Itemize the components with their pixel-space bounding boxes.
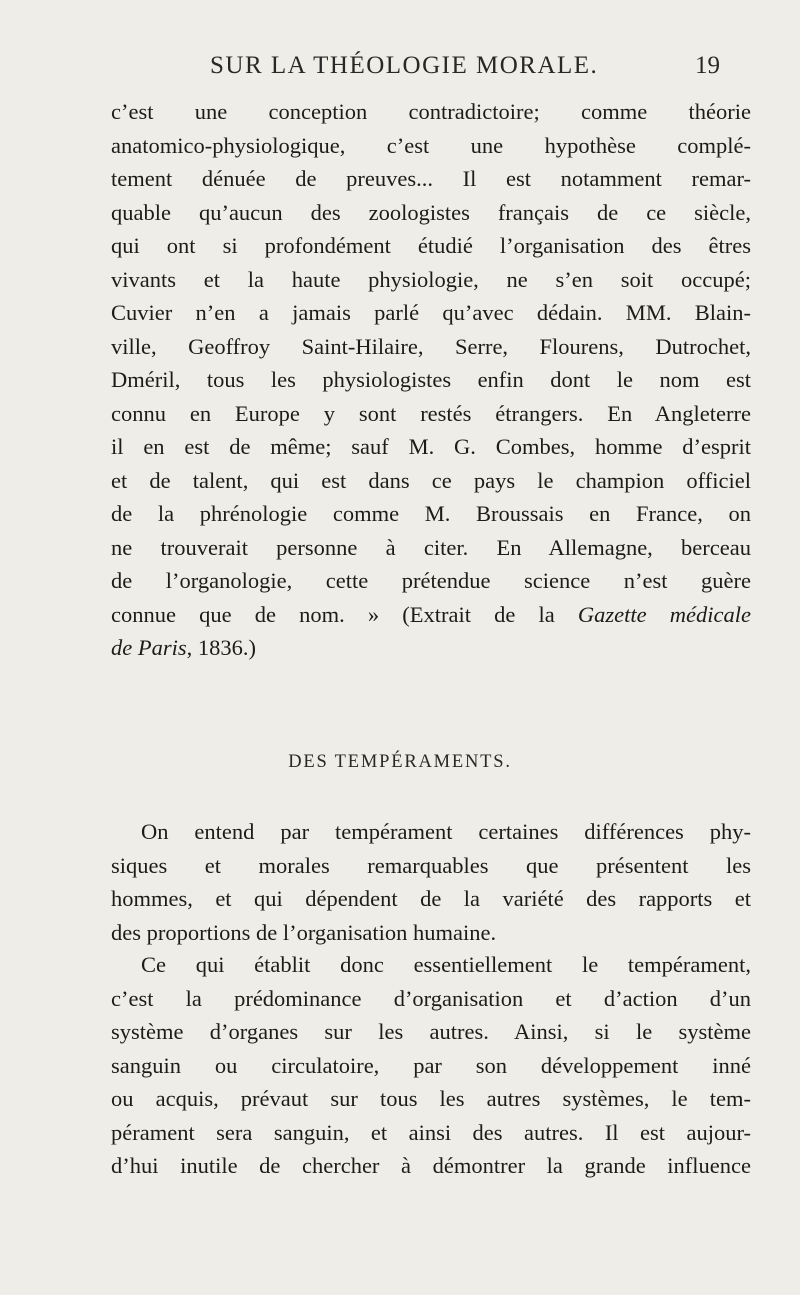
text-line xyxy=(111,598,751,632)
paragraph-quote-continuation xyxy=(111,95,751,665)
text-line: hommes, et qui dépendent de la variété des rapports et xyxy=(111,886,751,911)
text-line: ou acquis, prévaut sur tous les autres systèmes, le tem- xyxy=(111,1086,751,1111)
text-line: et de talent, qui est dans ce pays le champion officiel xyxy=(111,467,751,493)
text-line: c’est une conception contradictoire; comme théorie xyxy=(111,99,751,124)
page-number: 19 xyxy=(695,52,720,79)
text-line: tement dénuée de preuves... Il est notamment remar- xyxy=(111,166,751,191)
text-line: connu en Europe y sont restés étrangers. En Angleterre xyxy=(111,400,751,426)
text-line: des proportions de l’organisation humaine. xyxy=(111,919,497,945)
text-line: anatomico-physiologique, c’est une hypothèse complé- xyxy=(111,132,751,158)
section-heading: DES TEMPÉRAMENTS. xyxy=(288,752,512,772)
journal-title: Gazette médicale xyxy=(577,601,751,627)
paragraph-definition xyxy=(111,815,751,949)
text-line: quable qu’aucun des zoologistes français de ce siècle, xyxy=(111,199,751,225)
text-line: Cuvier n’en a jamais parlé qu’avec dédain. MM. Blain- xyxy=(111,300,751,325)
text-line: il en est de même; sauf M. G. Combes, homme d’esprit xyxy=(111,434,751,459)
paragraph-explanation xyxy=(111,948,751,1183)
text-line: ne trouverait personne à citer. En Allemagne, berceau xyxy=(111,534,751,560)
page-header xyxy=(110,52,760,92)
text-line: d’hui inutile de chercher à démontrer la grande influence xyxy=(111,1153,751,1178)
text-line: On entend par tempérament certaines différences phy- xyxy=(141,819,751,844)
text-line: Ce qui établit donc essentiellement le tempérament, xyxy=(141,952,751,977)
text-line: de l’organologie, cette prétendue science n’est guère xyxy=(111,568,751,593)
text-line: système d’organes sur les autres. Ainsi, si le système xyxy=(111,1019,751,1044)
text-line: pérament sera sanguin, et ainsi des autres. Il est aujour- xyxy=(111,1119,751,1145)
running-head: SUR LA THÉOLOGIE MORALE. xyxy=(210,52,599,79)
journal-place: de Paris xyxy=(111,635,187,660)
citation-year: , 1836.) xyxy=(186,635,256,660)
text-line: siques et morales remarquables que présentent les xyxy=(111,852,751,878)
text-line: Dméril, tous les physiologistes enfin dont le nom est xyxy=(111,367,751,392)
text-line: de la phrénologie comme M. Broussais en France, on xyxy=(111,501,751,526)
text-line: qui ont si profondément étudié l’organisation des êtres xyxy=(111,233,751,258)
text-line xyxy=(111,631,751,665)
text-segment: connue que de nom. » (Extrait de la xyxy=(111,601,578,627)
text-line: vivants et la haute physiologie, ne s’en soit occupé; xyxy=(111,266,751,292)
text-line: sanguin ou circulatoire, par son développement inné xyxy=(111,1052,751,1078)
text-line: c’est la prédominance d’organisation et d’action d’un xyxy=(111,985,751,1011)
text-line: ville, Geoffroy Saint-Hilaire, Serre, Flourens, Dutrochet, xyxy=(111,333,751,359)
